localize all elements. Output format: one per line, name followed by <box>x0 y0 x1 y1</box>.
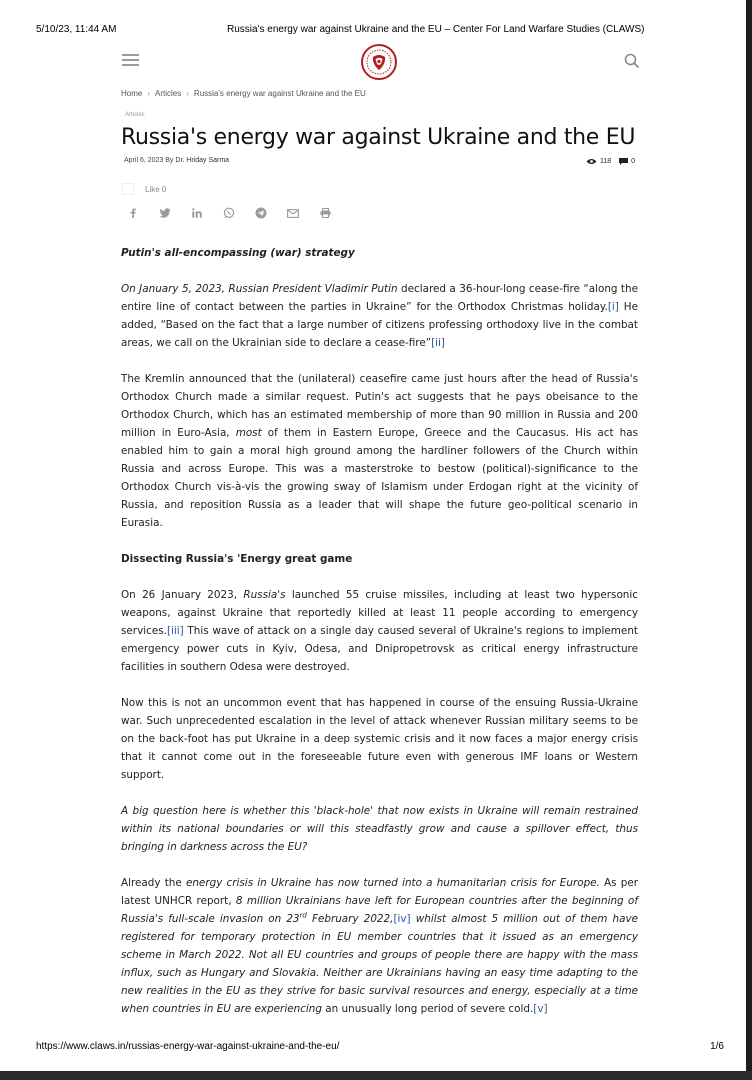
print-page-number: 1/6 <box>710 1041 724 1052</box>
paragraph-text: an unusually long period of severe cold. <box>321 1003 534 1015</box>
breadcrumb-home[interactable]: Home <box>121 89 143 98</box>
linkedin-icon[interactable] <box>189 206 205 220</box>
telegram-icon[interactable] <box>253 206 269 220</box>
paragraph-text: of them in Eastern Europe, Greece and the Caucasus. His act has enabled him to gain a moral high ground among the hardliner followers of the Church within Russia and across Europe. This was a masterstroke to bestow (political)-significance to the Orthodox Church vis-à-vis the growing sway of Islamism under Erdogan right at the vicinity of Russia, and reposition Russia as a leader that will shape the future geo-political scenario in Eurasia. <box>121 427 638 529</box>
paragraph <box>121 586 638 676</box>
print-datetime: 5/10/23, 11:44 AM <box>36 24 117 35</box>
breadcrumb-separator: › <box>186 89 189 98</box>
email-icon[interactable] <box>285 206 301 220</box>
share-bar <box>125 206 349 220</box>
paragraph-text: energy crisis in Ukraine has now turned into a humanitarian crisis for Europe. <box>185 877 600 889</box>
print-url: https://www.claws.in/russias-energy-war-against-ukraine-and-the-eu/ <box>36 1041 340 1052</box>
paragraph-text: As per latest UNHCR report, <box>121 877 639 907</box>
paragraph-text: most <box>235 427 262 439</box>
paragraph <box>121 370 638 532</box>
paragraph <box>121 874 638 1018</box>
twitter-icon[interactable] <box>157 206 173 220</box>
breadcrumb-articles[interactable]: Articles <box>155 89 182 98</box>
paragraph: A big question here is whether this 'black-hole' that now exists in Ukraine will remain restrained within its national boundaries or will this steadfastly grow and cause a spillover effect, thus bringing in darkness across the EU? <box>121 805 638 853</box>
publish-date: April 6, 2023 <box>124 157 164 164</box>
paragraph-text: This wave of attack on a single day caused several of Ukraine's regions to implement emergency power cuts in Kyiv, Odesa, and Dnipropetrovsk as critical energy infrastructure facilities in southern Odesa were destroyed. <box>121 625 638 673</box>
paragraph-text: On 26 January 2023, <box>121 589 244 601</box>
section-heading: Putin's all-encompassing (war) strategy <box>121 247 355 259</box>
print-page-title: Russia's energy war against Ukraine and the EU – Center For Land Warfare Studies (CLAWS) <box>227 24 645 35</box>
footnote-link[interactable]: [iv] <box>393 913 411 925</box>
like-label: Like <box>145 184 160 194</box>
paragraph-text: On January 5, 2023, Russian President Vladimir Putin <box>121 283 398 295</box>
article-title: Russia's energy war against Ukraine and the EU <box>121 125 636 150</box>
article-meta <box>124 157 229 164</box>
paragraph: Now this is not an uncommon event that has happened in course of the ensuing Russia-Ukraine war. Such unprecedented escalation in the level of attack whenever Russian military seems to be on the back-foot has put Ukraine in a deep systemic crisis and it now faces a major energy crisis that it cannot come out in the foreseeable future even with generous IMF loans or Western support. <box>121 697 638 781</box>
author-link[interactable]: Dr. Hriday Sarma <box>175 157 230 164</box>
claws-emblem-icon[interactable] <box>361 44 397 80</box>
footnote-link[interactable]: [iii] <box>166 625 184 637</box>
views-stat <box>586 158 611 165</box>
category-label[interactable]: Articles <box>125 112 145 118</box>
window-frame-bottom <box>0 1071 752 1080</box>
print-icon[interactable] <box>317 206 333 220</box>
like-count: 0 <box>161 184 167 194</box>
facebook-icon[interactable] <box>125 206 141 220</box>
section-heading: Dissecting Russia's 'Energy great game <box>121 553 353 565</box>
window-frame-right <box>746 0 752 1080</box>
article-stats <box>580 158 635 167</box>
breadcrumb-current[interactable]: Russia's energy war against Ukraine and the EU <box>193 89 366 98</box>
breadcrumb-separator: › <box>147 89 151 98</box>
paragraph-text: launched 55 cruise missiles, including at least two hypersonic weapons, against Ukraine that reportedly killed at least 11 people according to emergency services. <box>121 589 638 637</box>
like-icon <box>122 183 134 195</box>
comments-stat[interactable] <box>619 158 635 165</box>
breadcrumb <box>121 89 366 98</box>
footnote-link[interactable]: [ii] <box>431 337 445 349</box>
views-count: 118 <box>600 158 612 165</box>
footnote-link[interactable]: [i] <box>607 301 619 313</box>
paragraph <box>121 280 638 352</box>
paragraph-text: whilst almost 5 million out of them have registered for temporary protection in EU member countries that it issued as an emergency scheme in March 2022. Not all EU countries and groups of people there are happy with the mass influx, such as Hungary and Slovakia. Neither are Ukrainians having an easy time adapting to the new realities in the EU as they strive for basic survival resources and energy, especially at a time when countries in EU are experiencing <box>121 913 639 1015</box>
paragraph-text: 8 million Ukrainians have left for European countries after the beginning of Russia's full-scale invasion on 23 <box>121 895 638 925</box>
paragraph-text: Already the <box>121 877 186 889</box>
comments-count: 0 <box>631 158 636 165</box>
superscript: rd <box>299 911 307 920</box>
paragraph-text: February 2022, <box>306 913 394 925</box>
paragraph-text: He added, “Based on the fact that a large number of citizens professing orthodoxy live in the combat areas, we call on the Ukrainian side to declare a cease-fire” <box>121 301 638 349</box>
like-button[interactable] <box>122 183 166 195</box>
eye-icon <box>586 158 597 165</box>
paragraph-text: The Kremlin announced that the (unilateral) ceasefire came just hours after the head of Russia's Orthodox Church made a similar request. Putin's act suggests that he pays obeisance to the Orthodox Church, which has an estimated membership of more than 90 million in Russia and 200 million in Euro-Asia, <box>121 373 638 439</box>
comment-icon <box>619 158 628 165</box>
article-body <box>121 244 638 1018</box>
search-icon[interactable] <box>624 53 640 69</box>
footnote-link[interactable]: [v] <box>533 1003 548 1015</box>
whatsapp-icon[interactable] <box>221 206 237 220</box>
paragraph-text: declared a 36-hour-long cease-fire “along the entire line of contact between the parties in Ukraine” for the Orthodox Christmas holiday. <box>121 283 638 313</box>
hamburger-menu-icon[interactable] <box>122 54 139 67</box>
by-label: By <box>165 157 174 164</box>
paragraph-text: Russia's <box>243 589 286 601</box>
